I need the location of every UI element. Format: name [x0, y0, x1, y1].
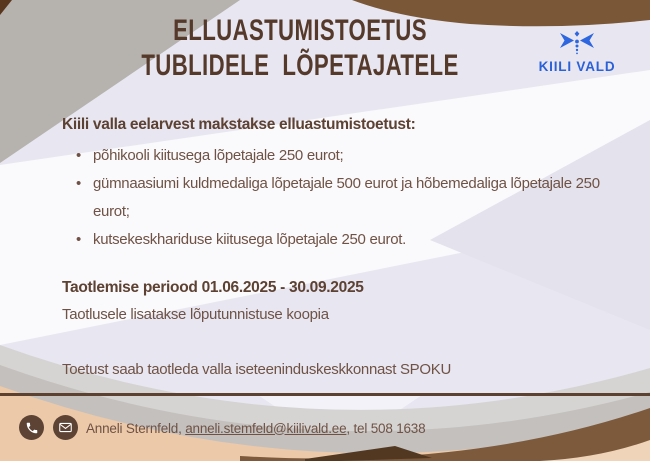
divider-line — [0, 393, 650, 396]
list-item — [76, 142, 610, 170]
envelope-icon — [53, 415, 78, 440]
list-item — [76, 170, 610, 226]
poster-title — [20, 13, 580, 83]
contact-phone: , tel 508 1638 — [346, 420, 426, 436]
logo-text: KIILI VALD — [538, 59, 616, 74]
intro-heading: Kiili valla eelarvest makstakse elluastumistoetust: — [62, 116, 416, 133]
phone-icon — [19, 415, 44, 440]
kiili-vald-logo — [524, 30, 630, 74]
list-item-text: kutsekeskhariduse kiitusega lõpetajale 250 eurot. — [93, 231, 407, 248]
benefit-list — [62, 142, 610, 254]
poster-body — [62, 112, 610, 384]
list-item — [76, 226, 610, 254]
list-item-text: põhikooli kiitusega lõpetajale 250 eurot; — [93, 147, 344, 164]
list-item-text: gümnaasiumi kuldmedaliga lõpetajale 500 eurot ja hõbemedaliga lõpetajale 250 eurot; — [93, 175, 600, 220]
title-line-1: ELLUASTUMISTOETUS — [173, 14, 427, 47]
contact-bar — [0, 404, 650, 452]
application-period: Taotlemise periood 01.06.2025 - 30.09.2025 — [62, 279, 364, 296]
apply-note: Toetust saab taotleda valla iseteeninduskeskkonnast SPOKU — [62, 361, 451, 378]
contact-name: Anneli Sternfeld, — [86, 420, 186, 436]
contact-email-link[interactable]: anneli.stemfeld@kiilivald.ee — [185, 420, 347, 436]
dragonfly-icon — [557, 30, 597, 56]
attachment-note: Taotlusele lisatakse lõputunnistuse koopia — [62, 306, 329, 323]
contact-info — [86, 404, 425, 452]
title-line-2: TUBLIDELE LÕPETAJATELE — [141, 49, 459, 82]
